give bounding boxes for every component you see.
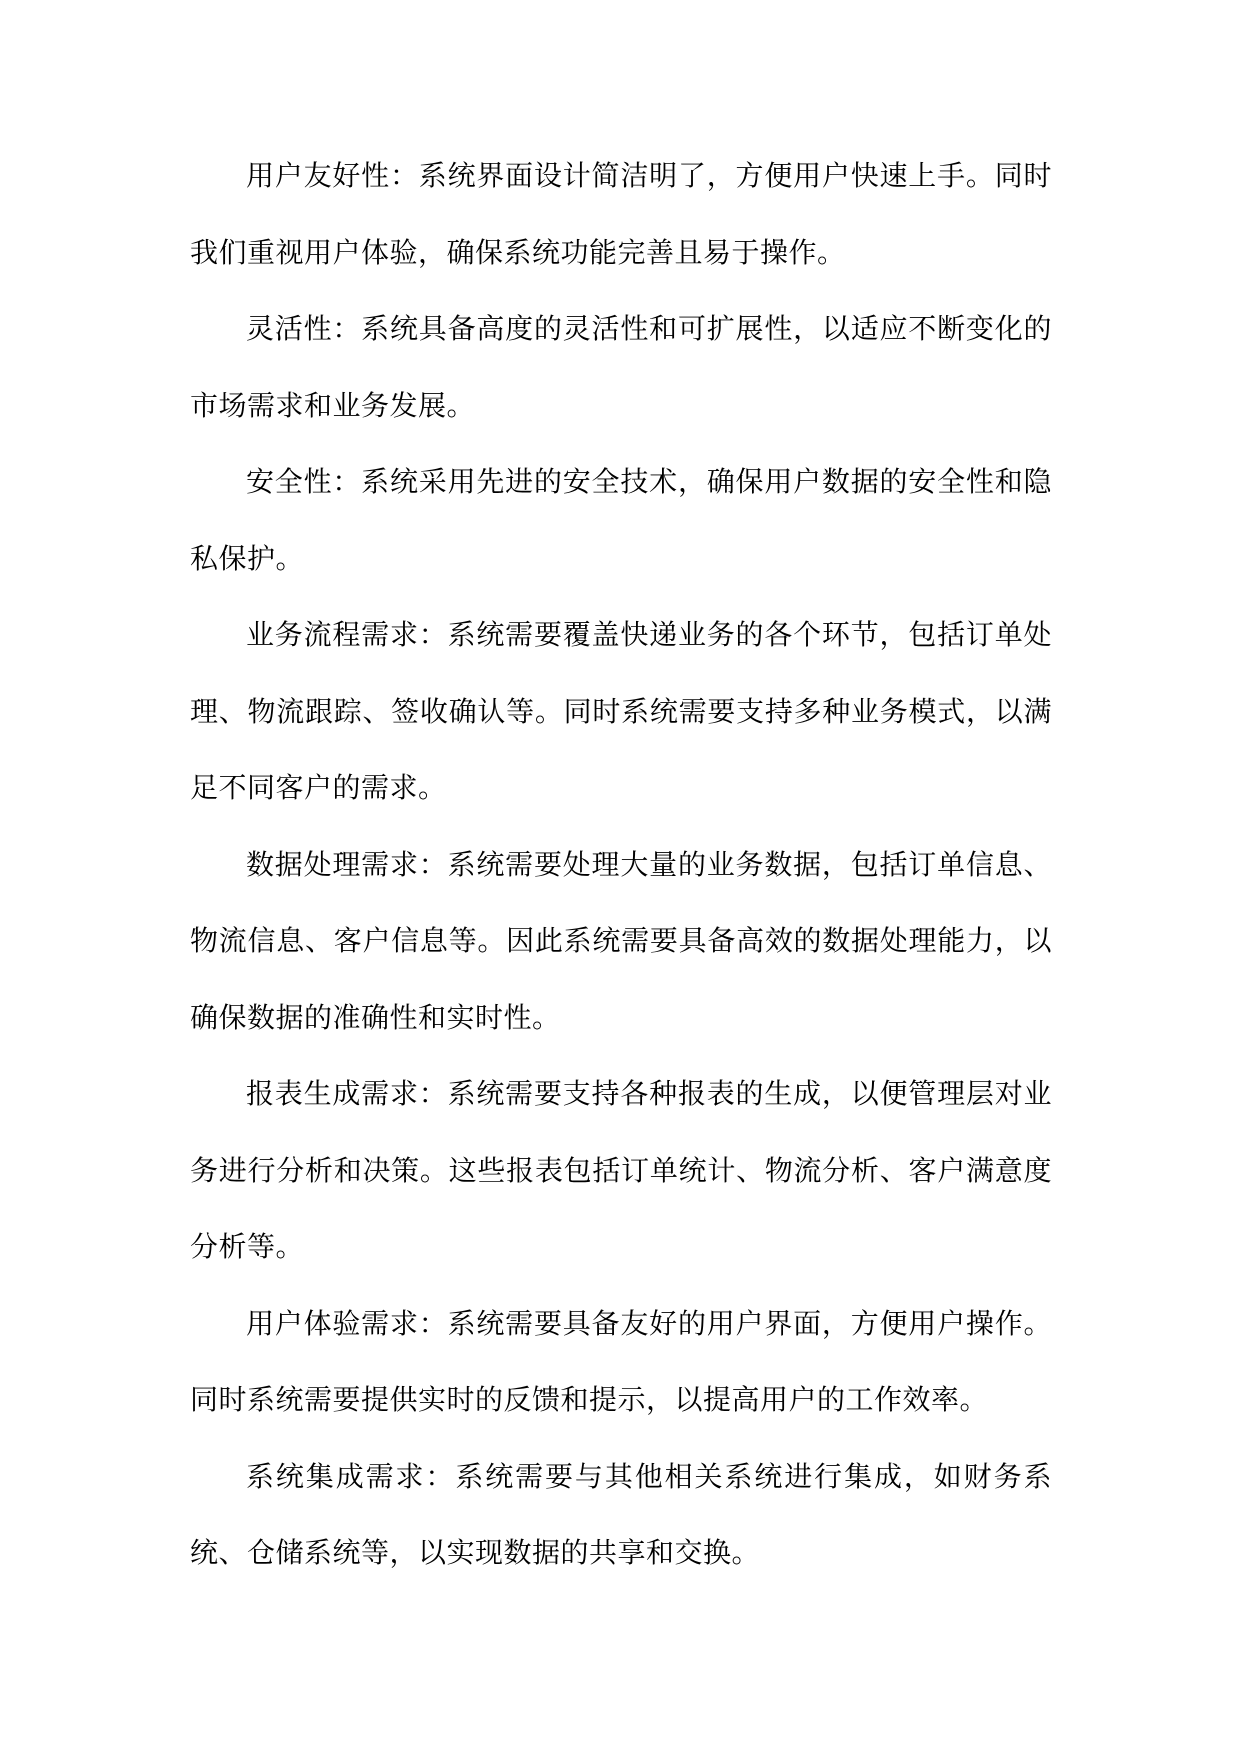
paragraph-user-friendliness: 用户友好性：系统界面设计简洁明了，方便用户快速上手。同时我们重视用户体验，确保系统功能完善且易于操作。 bbox=[190, 159, 1052, 269]
paragraph-security: 安全性：系统采用先进的安全技术，确保用户数据的安全性和隐私保护。 bbox=[190, 465, 1052, 575]
paragraph-system-integration-requirements: 系统集成需求：系统需要与其他相关系统进行集成，如财务系统、仓储系统等，以实现数据的共享和交换。 bbox=[190, 1459, 1052, 1569]
paragraph-flexibility: 灵活性：系统具备高度的灵活性和可扩展性，以适应不断变化的市场需求和业务发展。 bbox=[190, 312, 1052, 422]
paragraph-business-process-requirements: 业务流程需求：系统需要覆盖快递业务的各个环节，包括订单处理、物流跟踪、签收确认等。同时系统需要支持多种业务模式，以满足不同客户的需求。 bbox=[190, 618, 1052, 804]
document-body bbox=[190, 138, 1052, 1592]
paragraph-data-processing-requirements: 数据处理需求：系统需要处理大量的业务数据，包括订单信息、物流信息、客户信息等。因此系统需要具备高效的数据处理能力，以确保数据的准确性和实时性。 bbox=[190, 847, 1052, 1034]
paragraph-user-experience-requirements: 用户体验需求：系统需要具备友好的用户界面，方便用户操作。同时系统需要提供实时的反馈和提示，以提高用户的工作效率。 bbox=[190, 1306, 1052, 1416]
paragraph-report-generation-requirements: 报表生成需求：系统需要支持各种报表的生成，以便管理层对业务进行分析和决策。这些报表包括订单统计、物流分析、客户满意度分析等。 bbox=[190, 1077, 1052, 1263]
